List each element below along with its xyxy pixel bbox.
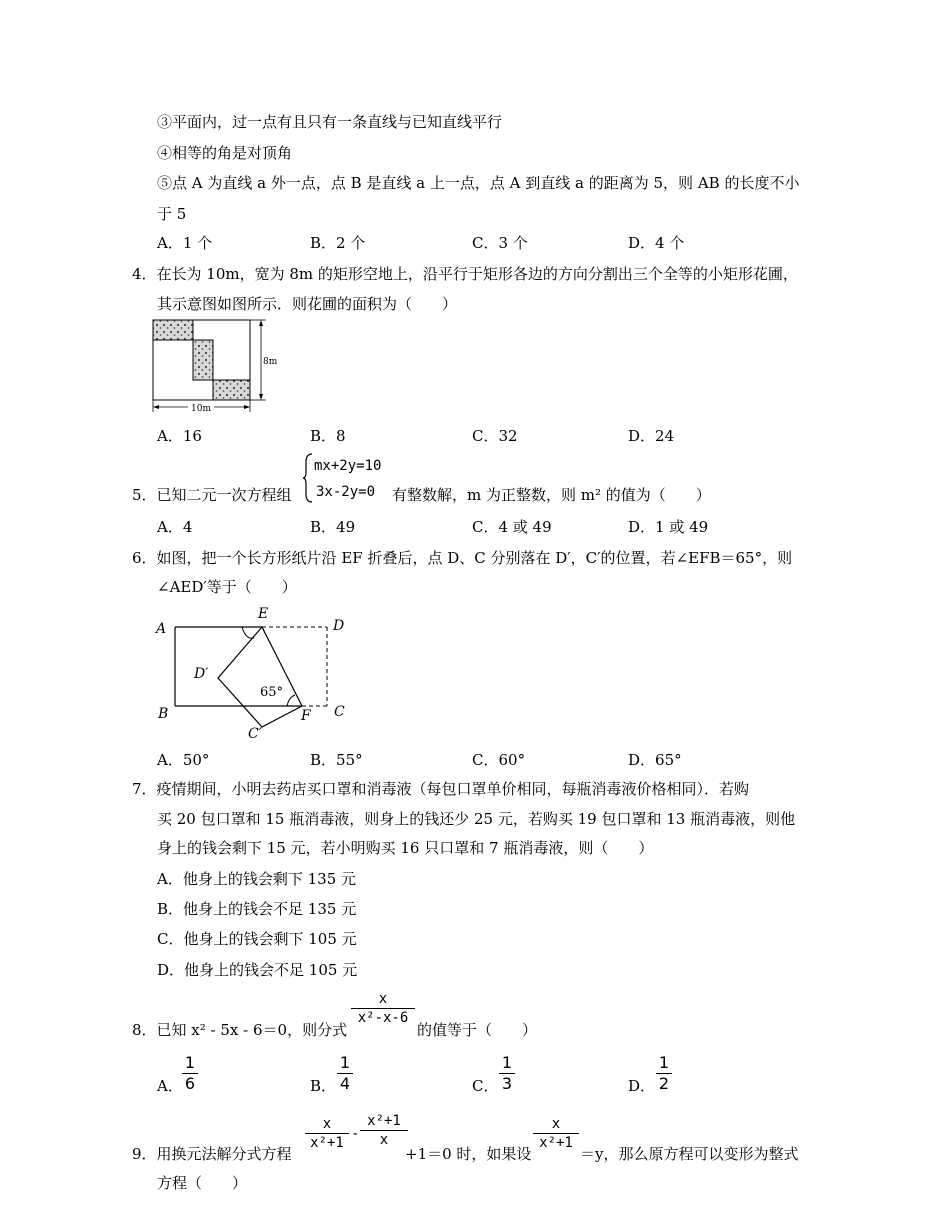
q8-option-b-fraction: $\frac{1}{4}$ <box>337 1053 353 1094</box>
q6-label-A: A <box>156 621 167 637</box>
q6-option-c: C．60° <box>472 751 526 769</box>
q7-option-c: C．他身上的钱会剩下 105 元 <box>157 930 357 948</box>
q9-stem-mid: +1＝0 时，如果设 <box>405 1145 532 1163</box>
q4-height-label: 8m <box>263 357 278 367</box>
q5-stem-prefix: 5．已知二元一次方程组 <box>132 486 292 504</box>
q6-option-a: A．50° <box>157 751 210 769</box>
q4-option-b: B．8 <box>310 427 346 445</box>
q6-figure <box>150 600 360 750</box>
q9-stem-line2: 方程（ ） <box>157 1174 248 1192</box>
q3-statement-4: ④相等的角是对顶角 <box>157 144 293 162</box>
q7-option-d: D．他身上的钱会不足 105 元 <box>157 961 358 979</box>
q6-label-E: E <box>258 606 269 622</box>
q4-width-label: 10m <box>191 404 211 414</box>
q4-figure <box>148 316 278 416</box>
q4-option-d: D．24 <box>628 427 675 445</box>
q9-fraction-1: $\frac{x}{\text{x²+1}}$ <box>305 1115 349 1152</box>
q6-label-B: B <box>158 706 169 722</box>
q8-option-d-fraction: $\frac{1}{2}$ <box>656 1053 672 1094</box>
q6-label-F: F <box>301 708 311 724</box>
q7-option-a: A．他身上的钱会剩下 135 元 <box>157 870 357 888</box>
q5-option-c: C．4 或 49 <box>472 518 552 536</box>
q4-stem-line1: 4．在长为 10m，宽为 8m 的矩形空地上，沿平行于矩形各边的方向分割出三个全等的小矩形花圃， <box>132 265 798 283</box>
q6-label-D: D <box>333 618 345 634</box>
q9-stem-suffix: ＝y，那么原方程可以变形为整式 <box>580 1145 799 1163</box>
q3-statement-5-cont: 于 5 <box>157 205 187 223</box>
q8-fraction <box>351 990 415 1027</box>
q9-stem-prefix: 9．用换元法解分式方程 <box>132 1145 292 1163</box>
q6-option-b: B．55° <box>310 751 363 769</box>
q3-option-b: B．2 个 <box>310 234 366 252</box>
q8-fraction-denominator: x²-x-6 <box>357 1010 409 1026</box>
q3-option-a: A．1 个 <box>157 234 213 252</box>
q5-option-a: A．4 <box>157 518 193 536</box>
q8-option-c-fraction: $\frac{1}{3}$ <box>499 1053 515 1094</box>
q3-statement-5: ⑤点 A 为直线 a 外一点，点 B 是直线 a 上一点，点 A 到直线 a 的距离为 5，则 AB 的长度不小 <box>157 174 800 192</box>
q3-option-d: D．4 个 <box>628 234 685 252</box>
q5-brace <box>302 452 314 504</box>
q4-option-c: C．32 <box>472 427 518 445</box>
q8-option-c-letter: C． <box>472 1077 499 1095</box>
q7-stem-line1: 7．疫情期间，小明去药店买口罩和消毒液（每包口罩单价相同，每瓶消毒液价格相同）．若购 <box>132 780 750 798</box>
q6-stem-line2: ∠AED′等于（ ） <box>157 578 297 596</box>
q6-angle-label: 65° <box>260 685 284 700</box>
q6-label-Cprime: C′ <box>248 726 262 742</box>
q6-label-Dprime: D′ <box>194 666 209 682</box>
q6-stem-line1: 6．如图，把一个长方形纸片沿 EF 折叠后，点 D、C 分别落在 D′，C′的位置，若∠EFB＝65°，则 <box>132 549 793 567</box>
q3-statement-3: ③平面内，过一点有且只有一条直线与已知直线平行 <box>157 113 503 131</box>
q8-option-d-letter: D． <box>628 1077 656 1095</box>
q5-stem-suffix: 有整数解，m 为正整数，则 m² 的值为（ ） <box>392 486 711 504</box>
q9-fraction-2: $\frac{\text{x²+1}}{x}$ <box>360 1112 408 1149</box>
q4-flowerbed-3 <box>213 380 250 400</box>
q5-option-b: B．49 <box>310 518 356 536</box>
q8-stem-prefix: 8．已知 x² - 5x - 6＝0，则分式 <box>132 1021 348 1039</box>
q6-label-C: C <box>334 704 345 720</box>
q8-option-a-fraction: $\frac{1}{6}$ <box>182 1053 198 1094</box>
q8-option-b-letter: B． <box>310 1077 337 1095</box>
q7-stem-line2: 买 20 包口罩和 15 瓶消毒液，则身上的钱还少 25 元，若购买 19 包口罩和 13 瓶消毒液，则他 <box>157 810 796 828</box>
q5-equation-2: 3x-2y=0 <box>316 484 376 500</box>
q9-minus: - <box>351 1126 360 1142</box>
q4-flowerbed-2 <box>193 340 213 380</box>
q4-flowerbed-1 <box>153 320 193 340</box>
q7-option-b: B．他身上的钱会不足 135 元 <box>157 900 357 918</box>
q7-stem-line3: 身上的钱会剩下 15 元，若小明购买 16 只口罩和 7 瓶消毒液，则（ ） <box>157 839 654 857</box>
q3-option-c: C．3 个 <box>472 234 528 252</box>
q9-fraction-3: $\frac{x}{\text{x²+1}}$ <box>533 1115 579 1152</box>
q8-stem-suffix: 的值等于（ ） <box>417 1021 538 1039</box>
q5-option-d: D．1 或 49 <box>628 518 709 536</box>
q8-option-a-letter: A． <box>157 1077 183 1095</box>
q5-equation-1: mx+2y=10 <box>314 458 382 474</box>
q4-option-a: A．16 <box>157 427 202 445</box>
q8-fraction-numerator: x <box>351 990 415 1009</box>
q4-stem-line2: 其示意图如图所示．则花圃的面积为（ ） <box>157 295 458 313</box>
q6-option-d: D．65° <box>628 751 682 769</box>
